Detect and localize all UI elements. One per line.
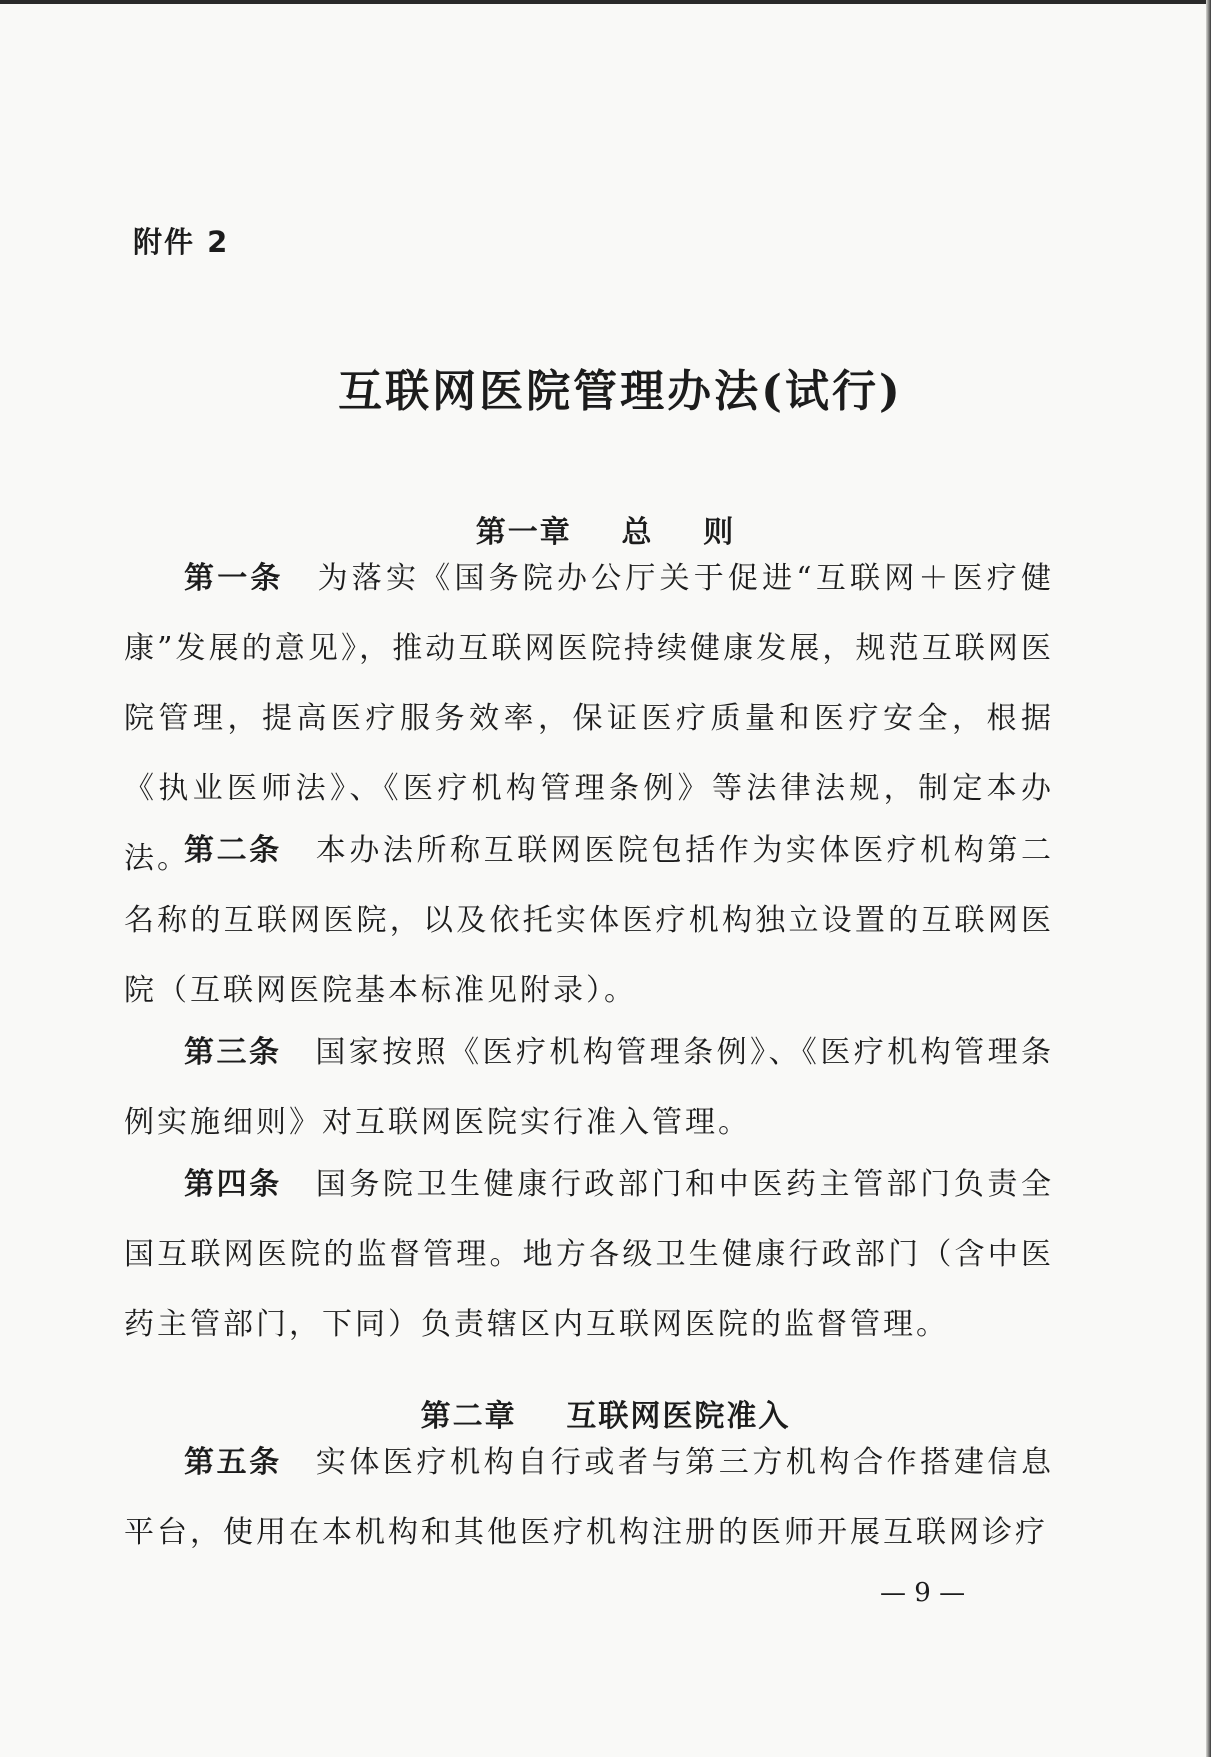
article-1-text: 为落实《国务院办公厅关于促进“互联网＋医疗健康”发展的意见》，推动互联网医院持续健康发展，规范互联网医院管理，提高医疗服务效率，保证医疗质量和医疗安全，根据《执业医师法》、《医疗机构管理条例》等法律法规，制定本办法。 bbox=[124, 561, 1055, 876]
page-top-edge bbox=[0, 0, 1211, 4]
chapter-1-heading: 第一章 总 则 bbox=[475, 515, 736, 550]
article-4 bbox=[124, 1150, 1054, 1360]
article-5 bbox=[124, 1428, 1054, 1568]
article-5-label: 第五条 bbox=[184, 1445, 282, 1480]
article-4-label: 第四条 bbox=[184, 1167, 282, 1202]
chapter-2-heading: 第二章 互联网医院准入 bbox=[420, 1399, 791, 1434]
page-number: — 9 — bbox=[880, 1578, 966, 1608]
document-title: 互联网医院管理办法(试行) bbox=[338, 366, 903, 417]
article-2 bbox=[124, 816, 1054, 1026]
article-1-label: 第一条 bbox=[184, 561, 284, 596]
article-2-text: 本办法所称互联网医院包括作为实体医疗机构第二名称的互联网医院，以及依托实体医疗机构独立设置的互联网医院（互联网医院基本标准见附录）。 bbox=[124, 833, 1054, 1008]
article-2-label: 第二条 bbox=[184, 833, 282, 868]
article-4-text: 国务院卫生健康行政部门和中医药主管部门负责全国互联网医院的监督管理。地方各级卫生健康行政部门（含中医药主管部门，下同）负责辖区内互联网医院的监督管理。 bbox=[124, 1167, 1054, 1342]
page-right-edge bbox=[1206, 0, 1211, 1757]
article-3 bbox=[124, 1018, 1054, 1158]
article-3-text: 国家按照《医疗机构管理条例》、《医疗机构管理条例实施细则》对互联网医院实行准入管理。 bbox=[124, 1035, 1055, 1140]
article-3-label: 第三条 bbox=[184, 1035, 282, 1070]
article-5-text: 实体医疗机构自行或者与第三方机构合作搭建信息平台，使用在本机构和其他医疗机构注册的医师开展互联网诊疗 bbox=[124, 1445, 1054, 1550]
attachment-label: 附件 2 bbox=[133, 225, 230, 259]
